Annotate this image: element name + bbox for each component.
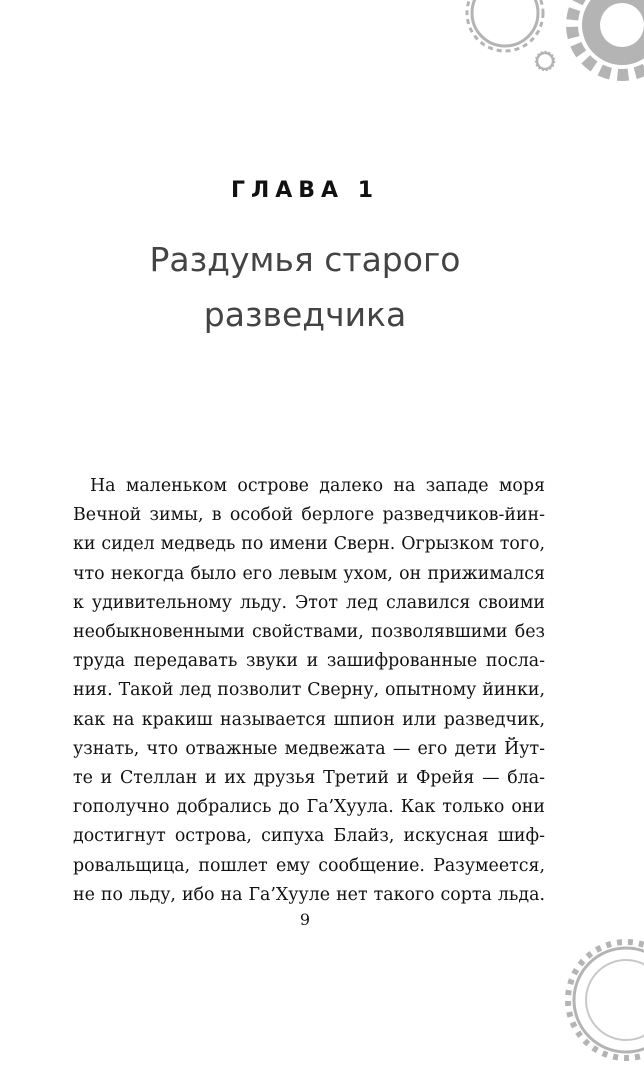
text-line: что некогда было его левым ухом, он прижимался [73, 563, 545, 584]
text-line: На маленьком острове далеко на западе моря [90, 476, 545, 496]
text-line: те и Стеллан и их друзья Третий и Фрейя — бла- [73, 768, 545, 789]
text-line: к удивительному льду. Этот лед славился своими [73, 592, 545, 613]
text-line: Вечной зимы, в особой берлоге разведчиков-йин- [73, 505, 545, 526]
text-line: ния. Такой лед позволит Сверну, опытному йинки, [73, 680, 545, 701]
text-line: труда передавать звуки и зашифрованные посла- [73, 651, 545, 672]
text-line: гополучно добрались до Га’Хуула. Как только они [73, 797, 545, 818]
chapter-label: ГЛАВА 1 [230, 178, 380, 203]
chapter-title [0, 232, 610, 342]
gear-icon-top-right [562, 0, 644, 85]
text-line: ровальщица, пошлет ему сообщение. Разумеется, [73, 855, 545, 876]
text-line: не по льду, ибо на Га’Хууле нет такого сорта льда. [73, 884, 545, 905]
text-line: достигнут острова, сипуха Блайз, искусная шиф- [73, 826, 545, 847]
gear-icon-bottom-right [556, 930, 644, 1070]
text-line: ки сидел медведь по имени Сверн. Огрызком того, [73, 534, 545, 555]
chapter-title-line-2: разведчика [203, 295, 407, 334]
text-line: как на кракиш называется шпион или разведчик, [73, 709, 545, 730]
text-line: узнать, что отважные медвежата — его дети Йут- [73, 738, 545, 759]
text-line: необыкновенными свойствами, позволявшими без [73, 622, 545, 643]
gear-icon-small [534, 50, 556, 72]
page-number: 9 [299, 910, 311, 929]
body-paragraph [73, 472, 545, 910]
chapter-title-line-1: Раздумья старого [149, 240, 461, 279]
